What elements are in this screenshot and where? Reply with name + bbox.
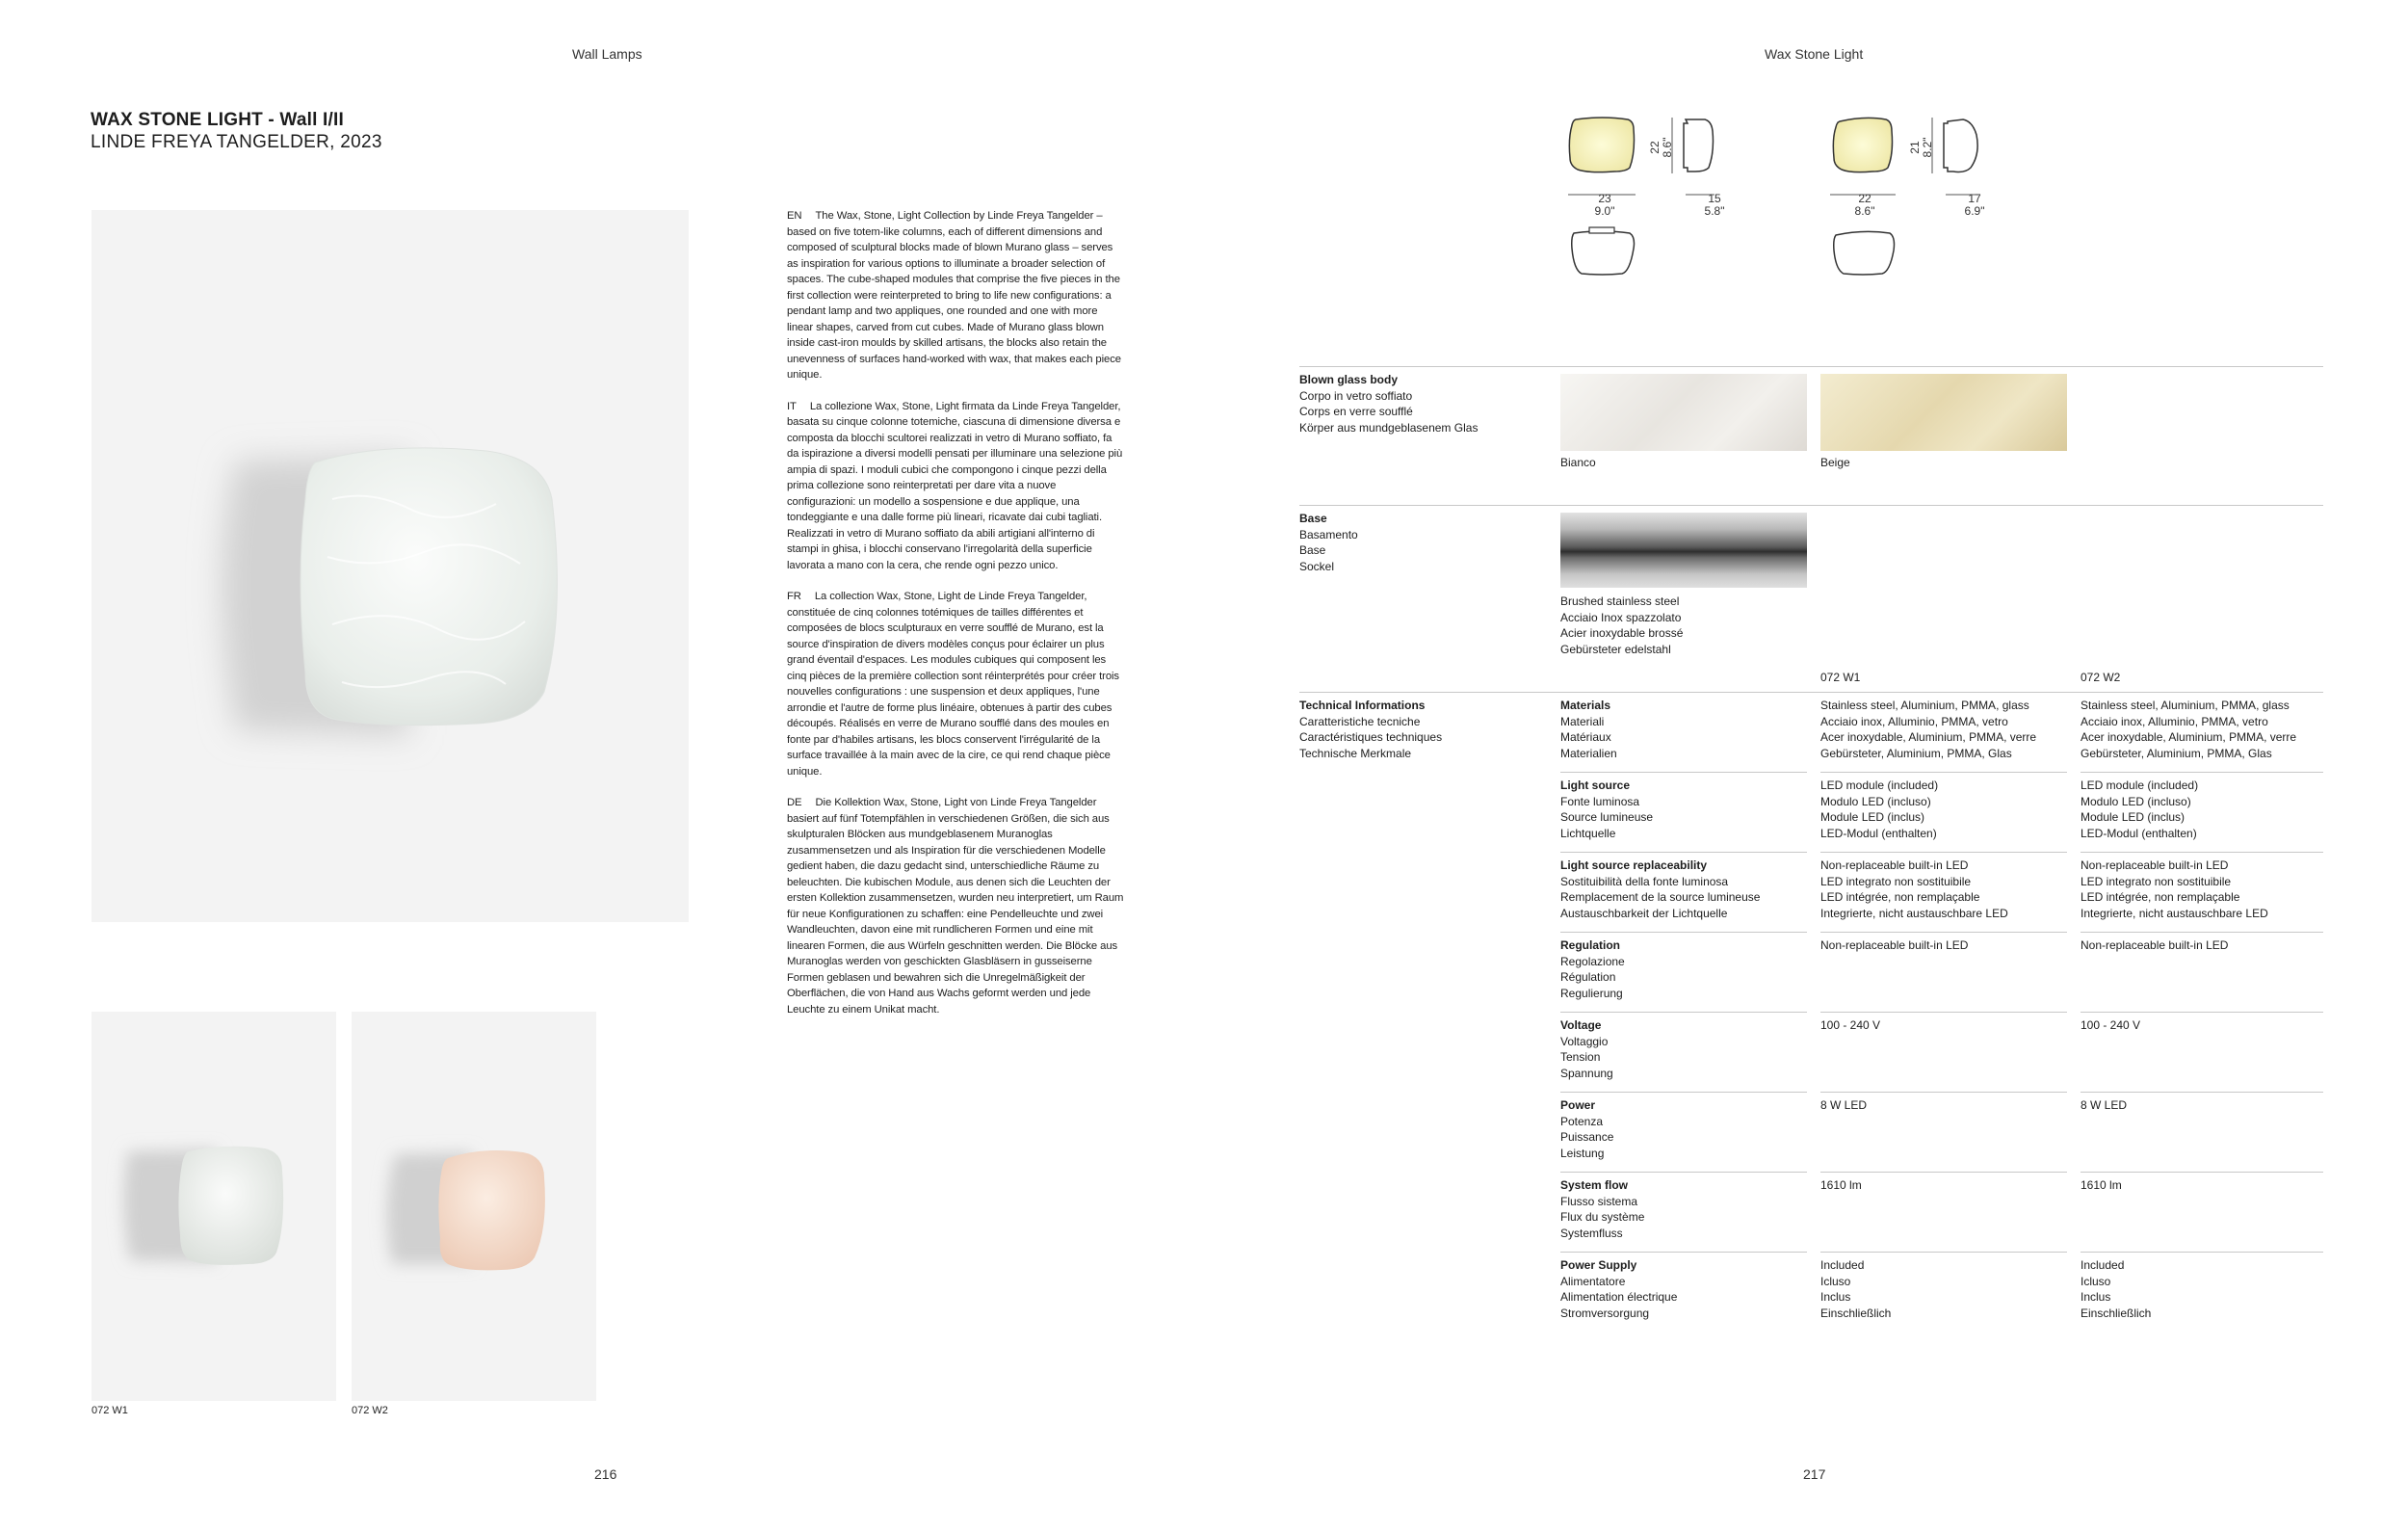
spec-value-w1 [1820,858,2008,921]
row-divider [2081,1172,2323,1173]
spec-value-line: Included [2081,1258,2125,1272]
finish-line: Acciaio Inox spazzolato [1560,610,1682,624]
dim-in: 8.6" [1854,204,1875,218]
row-divider [1560,1092,1807,1093]
spec-label-translation: Matériaux [1560,730,1611,744]
row-divider [2081,1012,2323,1013]
spec-label-translation: Lichtquelle [1560,826,1616,840]
dim-cm: 21 [1908,141,1922,154]
spec-value-line: Acciaio inox, Alluminio, PMMA, vetro [2081,714,2268,728]
swatch-bianco [1560,374,1807,451]
spec-label-heading: System flow [1560,1178,1629,1192]
glass-label [1299,372,1478,436]
spec-label [1560,1097,1613,1161]
spec-value-line: Gebürsteter, Aluminium, PMMA, Glas [2081,746,2272,760]
spec-label-translation: Sostituibilità della fonte luminosa [1560,874,1729,888]
spec-label-translation: Alimentatore [1560,1274,1626,1288]
row-divider [2081,932,2323,933]
spec-value-line: Non-replaceable built-in LED [2081,858,2229,872]
lang-label: EN [787,210,802,222]
spec-label-translation: Fonte luminosa [1560,794,1640,808]
spec-label-translation: Flux du système [1560,1210,1645,1224]
dim-w2-width [1845,193,1884,218]
main-product-photo [92,210,689,922]
base-label [1299,511,1358,574]
row-divider [1560,772,1807,773]
spec-value-line: Modulo LED (incluso) [1820,794,1931,808]
swatch-label-beige: Beige [1820,456,1850,469]
paragraph-body: Die Kollektion Wax, Stone, Light von Linde Freya Tangelder basiert auf fünf Totempfählen in verschiedenen Größen, die sich aus skulpturalen Blöcken aus mundgeblasenem Muranoglas zusammensetzen und als Inspiration für die verschiedenen Modelle gedient haben, die dazu gedacht sind, unterschiedliche Räume zu beleuchten. Die kubischen Module, aus denen sich die Leuchten der ersten Kollektion zusammensetzen, wurden neu interpretiert, um Raum für neue Konfigurationen zu schaffen: eine Pendelleuchte und zwei Wandleuchten, davon eine mit rundlicheren Formen und eine mit linearen Formen, die aus Würfeln geschnitten werden. Die Blöcke aus Muranoglas werden von geschickten Glasbläsern in gusseiserne Formen geblasen und bewahren sich die Unregelmäßigkeit der Oberflächen, die von Hand aus Wachs geformt werden und jede Leuchte zu einem Unikat macht. [787,797,1124,1016]
paragraph-de [787,795,1124,1017]
spec-value-w2 [2081,698,2296,761]
spec-value-line: LED-Modul (enthalten) [2081,826,2197,840]
swatch-label-bianco: Bianco [1560,456,1596,469]
tech-heading: Technical Informations [1299,699,1426,712]
spec-label [1560,1017,1613,1081]
column-head-w2: 072 W2 [2081,671,2121,684]
glass-heading: Blown glass body [1299,373,1399,386]
spec-value-line: Acciaio inox, Alluminio, PMMA, vetro [1820,714,2008,728]
spec-value-w1 [1820,778,1938,841]
row-divider [1820,1012,2067,1013]
spec-value-line: 1610 lm [1820,1178,1862,1192]
description-text [787,208,1124,1033]
dim-in: 8.2" [1921,137,1934,158]
row-divider [2081,772,2323,773]
dim-cm: 22 [1858,192,1871,205]
base-translation: Base [1299,543,1326,557]
spec-value-w2 [2081,1257,2151,1321]
row-divider [1820,772,2067,773]
base-heading: Base [1299,512,1327,525]
dim-in: 8.6" [1661,137,1674,158]
spec-value-line: Einschließlich [1820,1306,1892,1320]
spec-label-translation: Remplacement de la source lumineuse [1560,890,1761,904]
spec-value-line: Non-replaceable built-in LED [1820,858,1969,872]
section-divider [1299,505,2323,506]
spec-value-line: Module LED (inclus) [2081,810,2186,824]
lang-label: IT [787,400,797,412]
spec-label-heading: Materials [1560,699,1611,712]
page-number-left: 216 [594,1466,617,1482]
spec-label [1560,858,1760,921]
finish-line: Acier inoxydable brossé [1560,626,1684,640]
paragraph-it [787,399,1124,574]
spec-label-heading: Regulation [1560,938,1620,952]
spec-value-line: Inclus [2081,1290,2111,1304]
tech-translation: Caractéristiques techniques [1299,730,1443,744]
spec-value-line: Modulo LED (incluso) [2081,794,2191,808]
dim-in: 6.9" [1964,204,1985,218]
spec-label-heading: Light source replaceability [1560,858,1708,872]
spec-value-line: LED intégrée, non remplaçable [2081,890,2240,904]
spec-label [1560,1177,1644,1241]
dim-cm: 23 [1598,192,1611,205]
dim-in: 9.0" [1594,204,1615,218]
dim-in: 5.8" [1704,204,1725,218]
base-translation: Sockel [1299,559,1335,573]
page-subtitle: LINDE FREYA TANGELDER, 2023 [91,132,382,152]
row-divider [1560,1172,1807,1173]
paragraph-fr [787,589,1124,779]
spec-value-line: LED intégrée, non remplaçable [1820,890,1980,904]
glass-translation: Corpo in vetro soffiato [1299,388,1413,403]
spec-value-w1 [1820,1097,1867,1114]
spec-label-translation: Potenza [1560,1114,1604,1128]
row-divider [1820,1252,2067,1253]
spec-label [1560,778,1653,841]
paragraph-body: La collezione Wax, Stone, Light firmata da Linde Freya Tangelder, basata su cinque colonne totemiche, ciascuna di dimensione diversa e composta da blocchi scultorei realizzati in vetro di Murano soffiato, fa da ispirazione a diversi modelli pensati per illuminare una selezione più ampia di spazi. I moduli cubici che compongono i cinque pezzi della prima collezione sono reinterpretati per dare vita a nuove configurazioni: un modello a sospensione e due applique, una tondeggiante e una dalle forme più lineari, ricavate dai cubi tagliati. Realizzati in vetro di Murano soffiato da abili artigiani all'interno di stampi in ghisa, i blocchi conservano l'irregolarità della superficie lavorata a mano con la cera, che rende ogni pezzo unico. [787,400,1123,571]
caption-w1: 072 W1 [92,1405,128,1416]
spec-label-translation: Alimentation électrique [1560,1290,1678,1304]
spec-value-line: LED module (included) [2081,779,2199,792]
spec-label-translation: Voltaggio [1560,1034,1609,1048]
dim-w1-width [1585,193,1624,218]
tech-label [1299,698,1442,761]
spec-value-line: Icluso [2081,1274,2111,1288]
paragraph-en [787,208,1124,383]
spec-label-translation: Materiali [1560,714,1605,728]
section-divider [1299,692,2323,693]
dim-w1-depth [1695,193,1734,218]
caption-w2: 072 W2 [352,1405,388,1416]
dim-cm: 22 [1648,141,1662,154]
spec-label-translation: Regolazione [1560,954,1625,968]
row-divider [1560,932,1807,933]
paragraph-body: La collection Wax, Stone, Light de Linde Freya Tangelder, constituée de cinq colonnes totémiques de tailles différentes et composées de blocs sculpturaux en verre soufflé de Murano, est la source d'inspiration de divers modèles conçus pour éclairer un plus grand éventail d'espaces. Les modules cubiques qui composent les cinq pièces de la première collection sont réinterprétés pour créer trois nouvelles configurations : une suspension et deux appliques, l'une arrondie et l'autre de forme plus linéaire, obtenues à partir des cubes découpés. Réalisés en verre de Murano soufflé dans des moules en fonte par d'habiles artisans, les blocs conservent l'irrégularité de la surface travaillée à la main avec de la cire, ce qui rend chaque pièce unique. [787,591,1119,778]
spec-value-w2 [2081,1017,2140,1034]
product-photo-w2 [352,1012,596,1401]
spec-value-w1 [1820,1177,1862,1194]
row-divider [2081,1092,2323,1093]
spec-value-line: 8 W LED [2081,1098,2128,1112]
dim-cm: 17 [1968,192,1981,205]
row-divider [2081,1252,2323,1253]
row-divider [1560,1252,1807,1253]
paragraph-body: The Wax, Stone, Light Collection by Linde Freya Tangelder – based on five totem-like columns, each of different dimensions and composed of sculptural blocks made of blown Murano glass – serves as inspiration for various options to illuminate a broader selection of spaces. The cube-shaped modules that comprise the five pieces in the first collection were reinterpreted to bring to life new configurations: a pendant lamp and two appliques, one rounded and one with more linear shapes, carved from cut cubes. Made of Murano glass blown inside cast-iron moulds by skilled artisans, the blocks also retain the unevenness of surfaces hand-worked with wax, that makes each piece unique. [787,210,1121,381]
spec-value-line: Gebürsteter, Aluminium, PMMA, Glas [1820,746,2012,760]
spec-label [1560,1257,1677,1321]
spec-value-line: Included [1820,1258,1865,1272]
spec-value-line: Non-replaceable built-in LED [2081,938,2229,952]
spec-value-w1 [1820,937,1968,954]
row-divider [1560,1012,1807,1013]
spec-value-w1 [1820,1257,1891,1321]
spec-value-w2 [2081,858,2268,921]
spec-value-line: LED module (included) [1820,779,1939,792]
spec-label-translation: Source lumineuse [1560,810,1654,824]
dim-w2-depth [1955,193,1994,218]
spec-label-heading: Light source [1560,779,1631,792]
spec-value-line: Integrierte, nicht austauschbare LED [2081,906,2268,920]
spec-value-line: Acer inoxydable, Aluminium, PMMA, verre [1820,730,2037,744]
glass-translation: Körper aus mundgeblasenem Glas [1299,420,1479,435]
spec-value-line: Inclus [1820,1290,1851,1304]
spec-value-line: LED integrato non sostituibile [1820,874,1972,888]
spec-value-line: 100 - 240 V [1820,1018,1881,1032]
spec-value-w1 [1820,698,2036,761]
spec-label-translation: Leistung [1560,1146,1605,1160]
spec-label-translation: Tension [1560,1050,1601,1064]
dim-w2-height [1909,128,1934,167]
spec-label-translation: Flusso sistema [1560,1194,1638,1208]
spec-label-heading: Power Supply [1560,1258,1637,1272]
spec-value-line: 8 W LED [1820,1098,1868,1112]
spec-label-translation: Regulierung [1560,986,1623,1000]
spec-label-translation: Austauschbarkeit der Lichtquelle [1560,906,1728,920]
spec-value-line: 100 - 240 V [2081,1018,2141,1032]
spec-value-line: Acer inoxydable, Aluminium, PMMA, verre [2081,730,2297,744]
running-head-left: Wall Lamps [572,46,642,62]
dim-cm: 15 [1708,192,1721,205]
spec-label-heading: Power [1560,1098,1596,1112]
row-divider [1820,1092,2067,1093]
spec-value-line: LED-Modul (enthalten) [1820,826,1937,840]
swatch-steel [1560,513,1807,588]
spec-value-line: Stainless steel, Aluminium, PMMA, glass [2081,699,2290,712]
glass-translation: Corps en verre soufflé [1299,405,1413,418]
spec-value-line: 1610 lm [2081,1178,2122,1192]
spec-label-translation: Systemfluss [1560,1226,1623,1240]
spec-value-w1 [1820,1017,1880,1034]
tech-translation: Caratteristiche tecniche [1299,714,1421,728]
finish-line: Gebürsteter edelstahl [1560,642,1671,656]
row-divider [2081,852,2323,853]
spec-value-line: Non-replaceable built-in LED [1820,938,1969,952]
spec-label [1560,937,1625,1001]
spec-value-line: Module LED (inclus) [1820,810,1925,824]
running-head-right: Wax Stone Light [1765,46,1864,62]
spec-value-line: Stainless steel, Aluminium, PMMA, glass [1820,699,2029,712]
spec-label-translation: Materialien [1560,746,1617,760]
spec-value-line: Icluso [1820,1274,1851,1288]
page-title: WAX STONE LIGHT - Wall I/II [91,110,344,130]
base-translation: Basamento [1299,527,1358,541]
base-finish [1560,594,1683,657]
spec-value-line: Integrierte, nicht austauschbare LED [1820,906,2008,920]
row-divider [1820,932,2067,933]
tech-translation: Technische Merkmale [1299,746,1412,760]
spec-label-translation: Stromversorgung [1560,1306,1650,1320]
spec-value-w2 [2081,1177,2122,1194]
section-divider [1299,366,2323,367]
column-head-w1: 072 W1 [1820,671,1861,684]
spec-label-heading: Voltage [1560,1018,1602,1032]
spec-label [1560,698,1617,761]
spec-label-translation: Puissance [1560,1130,1614,1144]
spec-value-line: LED integrato non sostituibile [2081,874,2232,888]
row-divider [1820,852,2067,853]
row-divider [1560,852,1807,853]
spec-value-w2 [2081,937,2228,954]
page-number-right: 217 [1803,1466,1826,1482]
finish-line: Brushed stainless steel [1560,594,1680,608]
spec-value-w2 [2081,778,2198,841]
product-photo-w1 [92,1012,336,1401]
dim-w1-height [1649,128,1674,167]
spec-value-line: Einschließlich [2081,1306,2152,1320]
swatch-beige [1820,374,2067,451]
row-divider [1820,1172,2067,1173]
spec-label-translation: Spannung [1560,1066,1613,1080]
spec-value-w2 [2081,1097,2127,1114]
spec-label-translation: Régulation [1560,970,1616,984]
lang-label: DE [787,797,802,808]
lang-label: FR [787,591,801,602]
